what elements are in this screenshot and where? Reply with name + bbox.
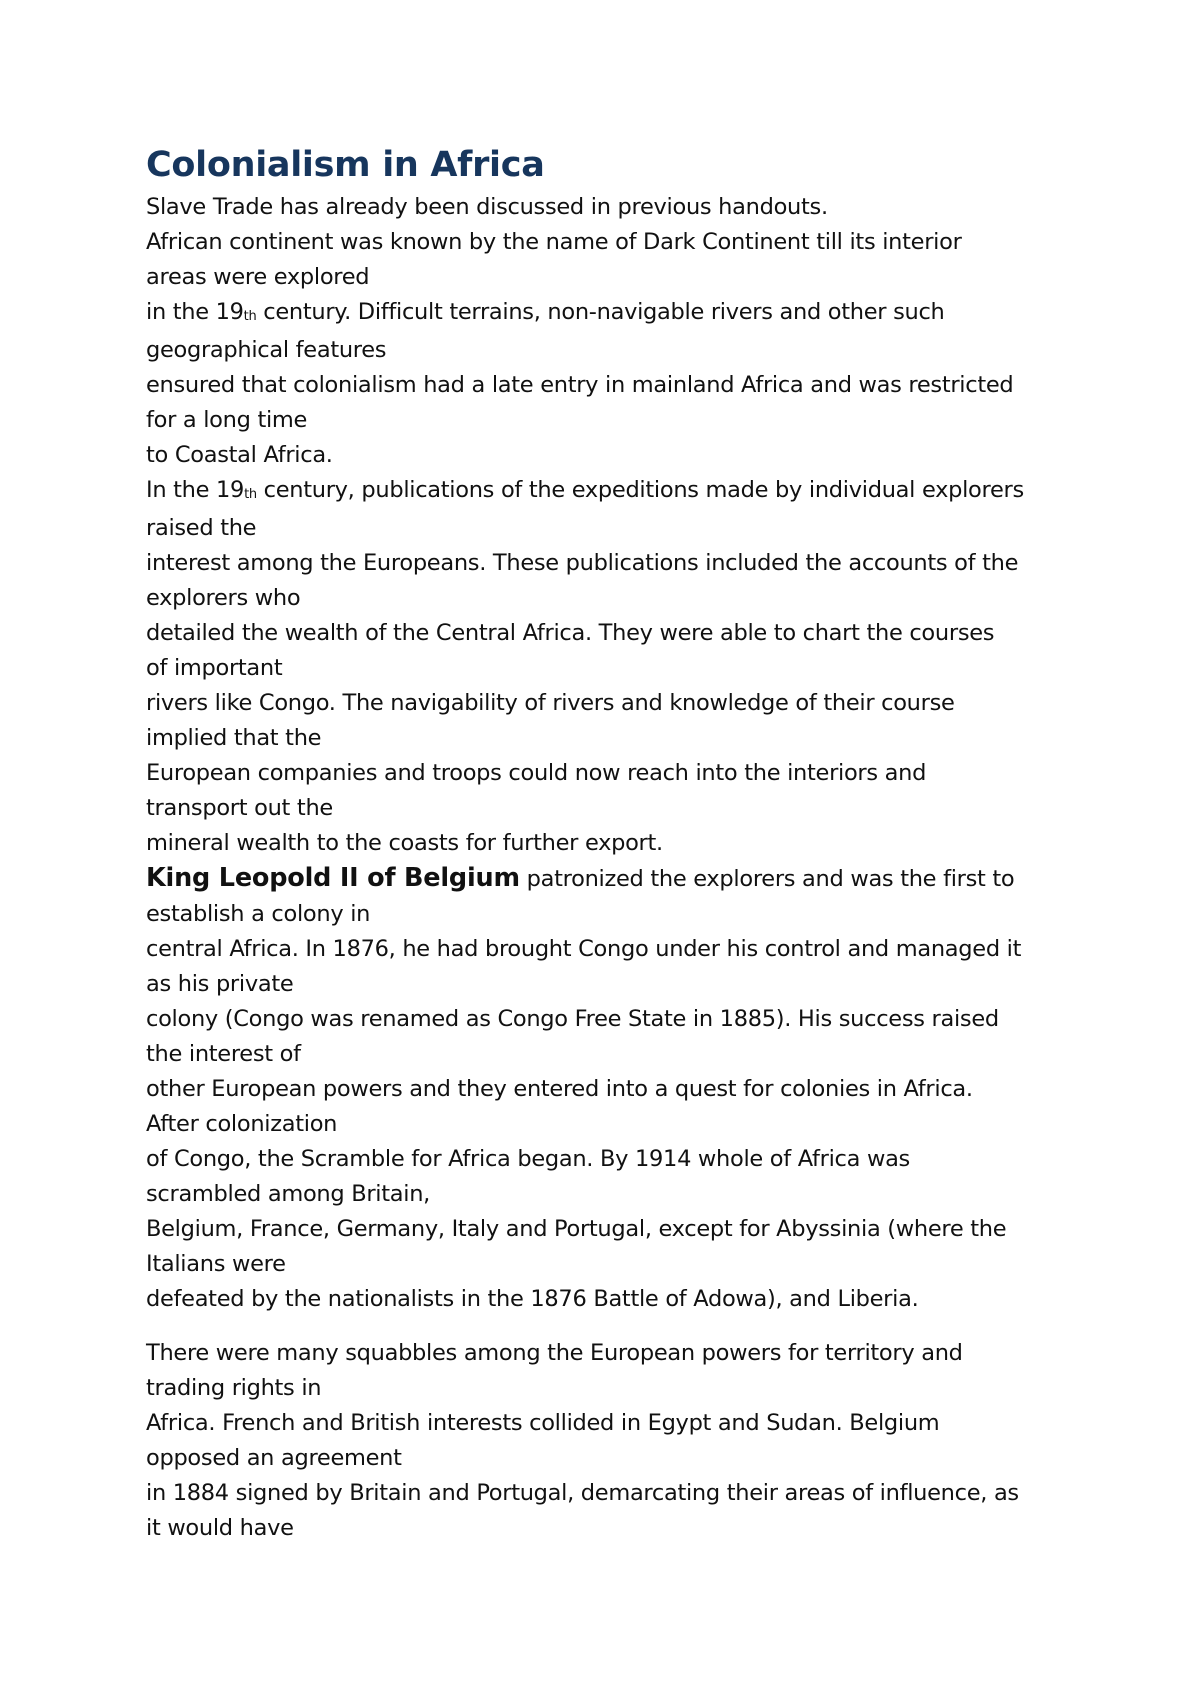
text-line: ensured that colonialism had a late entry in mainland Africa and was restricted bbox=[146, 372, 1014, 398]
text-line: Slave Trade has already been discussed in previous handouts. bbox=[146, 194, 828, 220]
text-line: the interest of bbox=[146, 1041, 301, 1067]
text-line: of important bbox=[146, 655, 283, 681]
paragraph-spacer bbox=[146, 1317, 1076, 1336]
paragraph-2 bbox=[146, 1336, 1076, 1546]
document-body bbox=[146, 140, 1076, 1546]
ordinal-suffix: th bbox=[243, 309, 257, 324]
text-line: it would have bbox=[146, 1515, 294, 1541]
text-segment: In the 19 bbox=[146, 477, 245, 503]
text-line: detailed the wealth of the Central Africa. They were able to chart the courses bbox=[146, 620, 995, 646]
bold-heading-inline: King Leopold II of Belgium bbox=[146, 863, 520, 893]
text-line: interest among the Europeans. These publications included the accounts of the bbox=[146, 550, 1019, 576]
text-line: establish a colony in bbox=[146, 901, 371, 927]
text-line: European companies and troops could now reach into the interiors and bbox=[146, 760, 927, 786]
text-line: geographical features bbox=[146, 337, 387, 363]
text-line: raised the bbox=[146, 515, 257, 541]
text-line: scrambled among Britain, bbox=[146, 1181, 431, 1207]
text-line: areas were explored bbox=[146, 264, 370, 290]
ordinal-suffix: th bbox=[244, 487, 257, 502]
text-segment: century. Difficult terrains, non-navigable rivers and other such bbox=[256, 299, 945, 325]
text-line: explorers who bbox=[146, 585, 301, 611]
text-line: rivers like Congo. The navigability of rivers and knowledge of their course bbox=[146, 690, 955, 716]
text-line: Africa. French and British interests collided in Egypt and Sudan. Belgium bbox=[146, 1410, 940, 1436]
text-segment: century, publications of the expeditions made by individual explorers bbox=[256, 477, 1024, 503]
text-line: opposed an agreement bbox=[146, 1445, 402, 1471]
text-segment: patronized the explorers and was the first to bbox=[519, 866, 1015, 892]
text-line: There were many squabbles among the European powers for territory and bbox=[146, 1340, 963, 1366]
text-line: in 1884 signed by Britain and Portugal, demarcating their areas of influence, as bbox=[146, 1480, 1019, 1506]
text-line: as his private bbox=[146, 971, 294, 997]
text-line: Belgium, France, Germany, Italy and Portugal, except for Abyssinia (where the bbox=[146, 1216, 1007, 1242]
text-line: to Coastal Africa. bbox=[146, 442, 333, 468]
text-line: central Africa. In 1876, he had brought Congo under his control and managed it bbox=[146, 936, 1022, 962]
text-line: other European powers and they entered into a quest for colonies in Africa. bbox=[146, 1076, 973, 1102]
text-line: defeated by the nationalists in the 1876 Battle of Adowa), and Liberia. bbox=[146, 1286, 919, 1312]
text-line: African continent was known by the name of Dark Continent till its interior bbox=[146, 229, 962, 255]
text-line: mineral wealth to the coasts for further export. bbox=[146, 830, 663, 856]
text-line: transport out the bbox=[146, 795, 333, 821]
text-line: Italians were bbox=[146, 1251, 286, 1277]
paragraph-1 bbox=[146, 190, 1076, 1317]
text-line: trading rights in bbox=[146, 1375, 322, 1401]
text-line: implied that the bbox=[146, 725, 322, 751]
text-line bbox=[146, 473, 1076, 511]
page-title: Colonialism in Africa bbox=[146, 145, 545, 185]
text-line bbox=[146, 861, 1076, 897]
text-line: colony (Congo was renamed as Congo Free State in 1885). His success raised bbox=[146, 1006, 999, 1032]
text-line: for a long time bbox=[146, 407, 308, 433]
text-segment: in the 19 bbox=[146, 299, 244, 325]
text-line bbox=[146, 295, 1076, 333]
text-line: of Congo, the Scramble for Africa began. By 1914 whole of Africa was bbox=[146, 1146, 910, 1172]
text-line: After colonization bbox=[146, 1111, 338, 1137]
